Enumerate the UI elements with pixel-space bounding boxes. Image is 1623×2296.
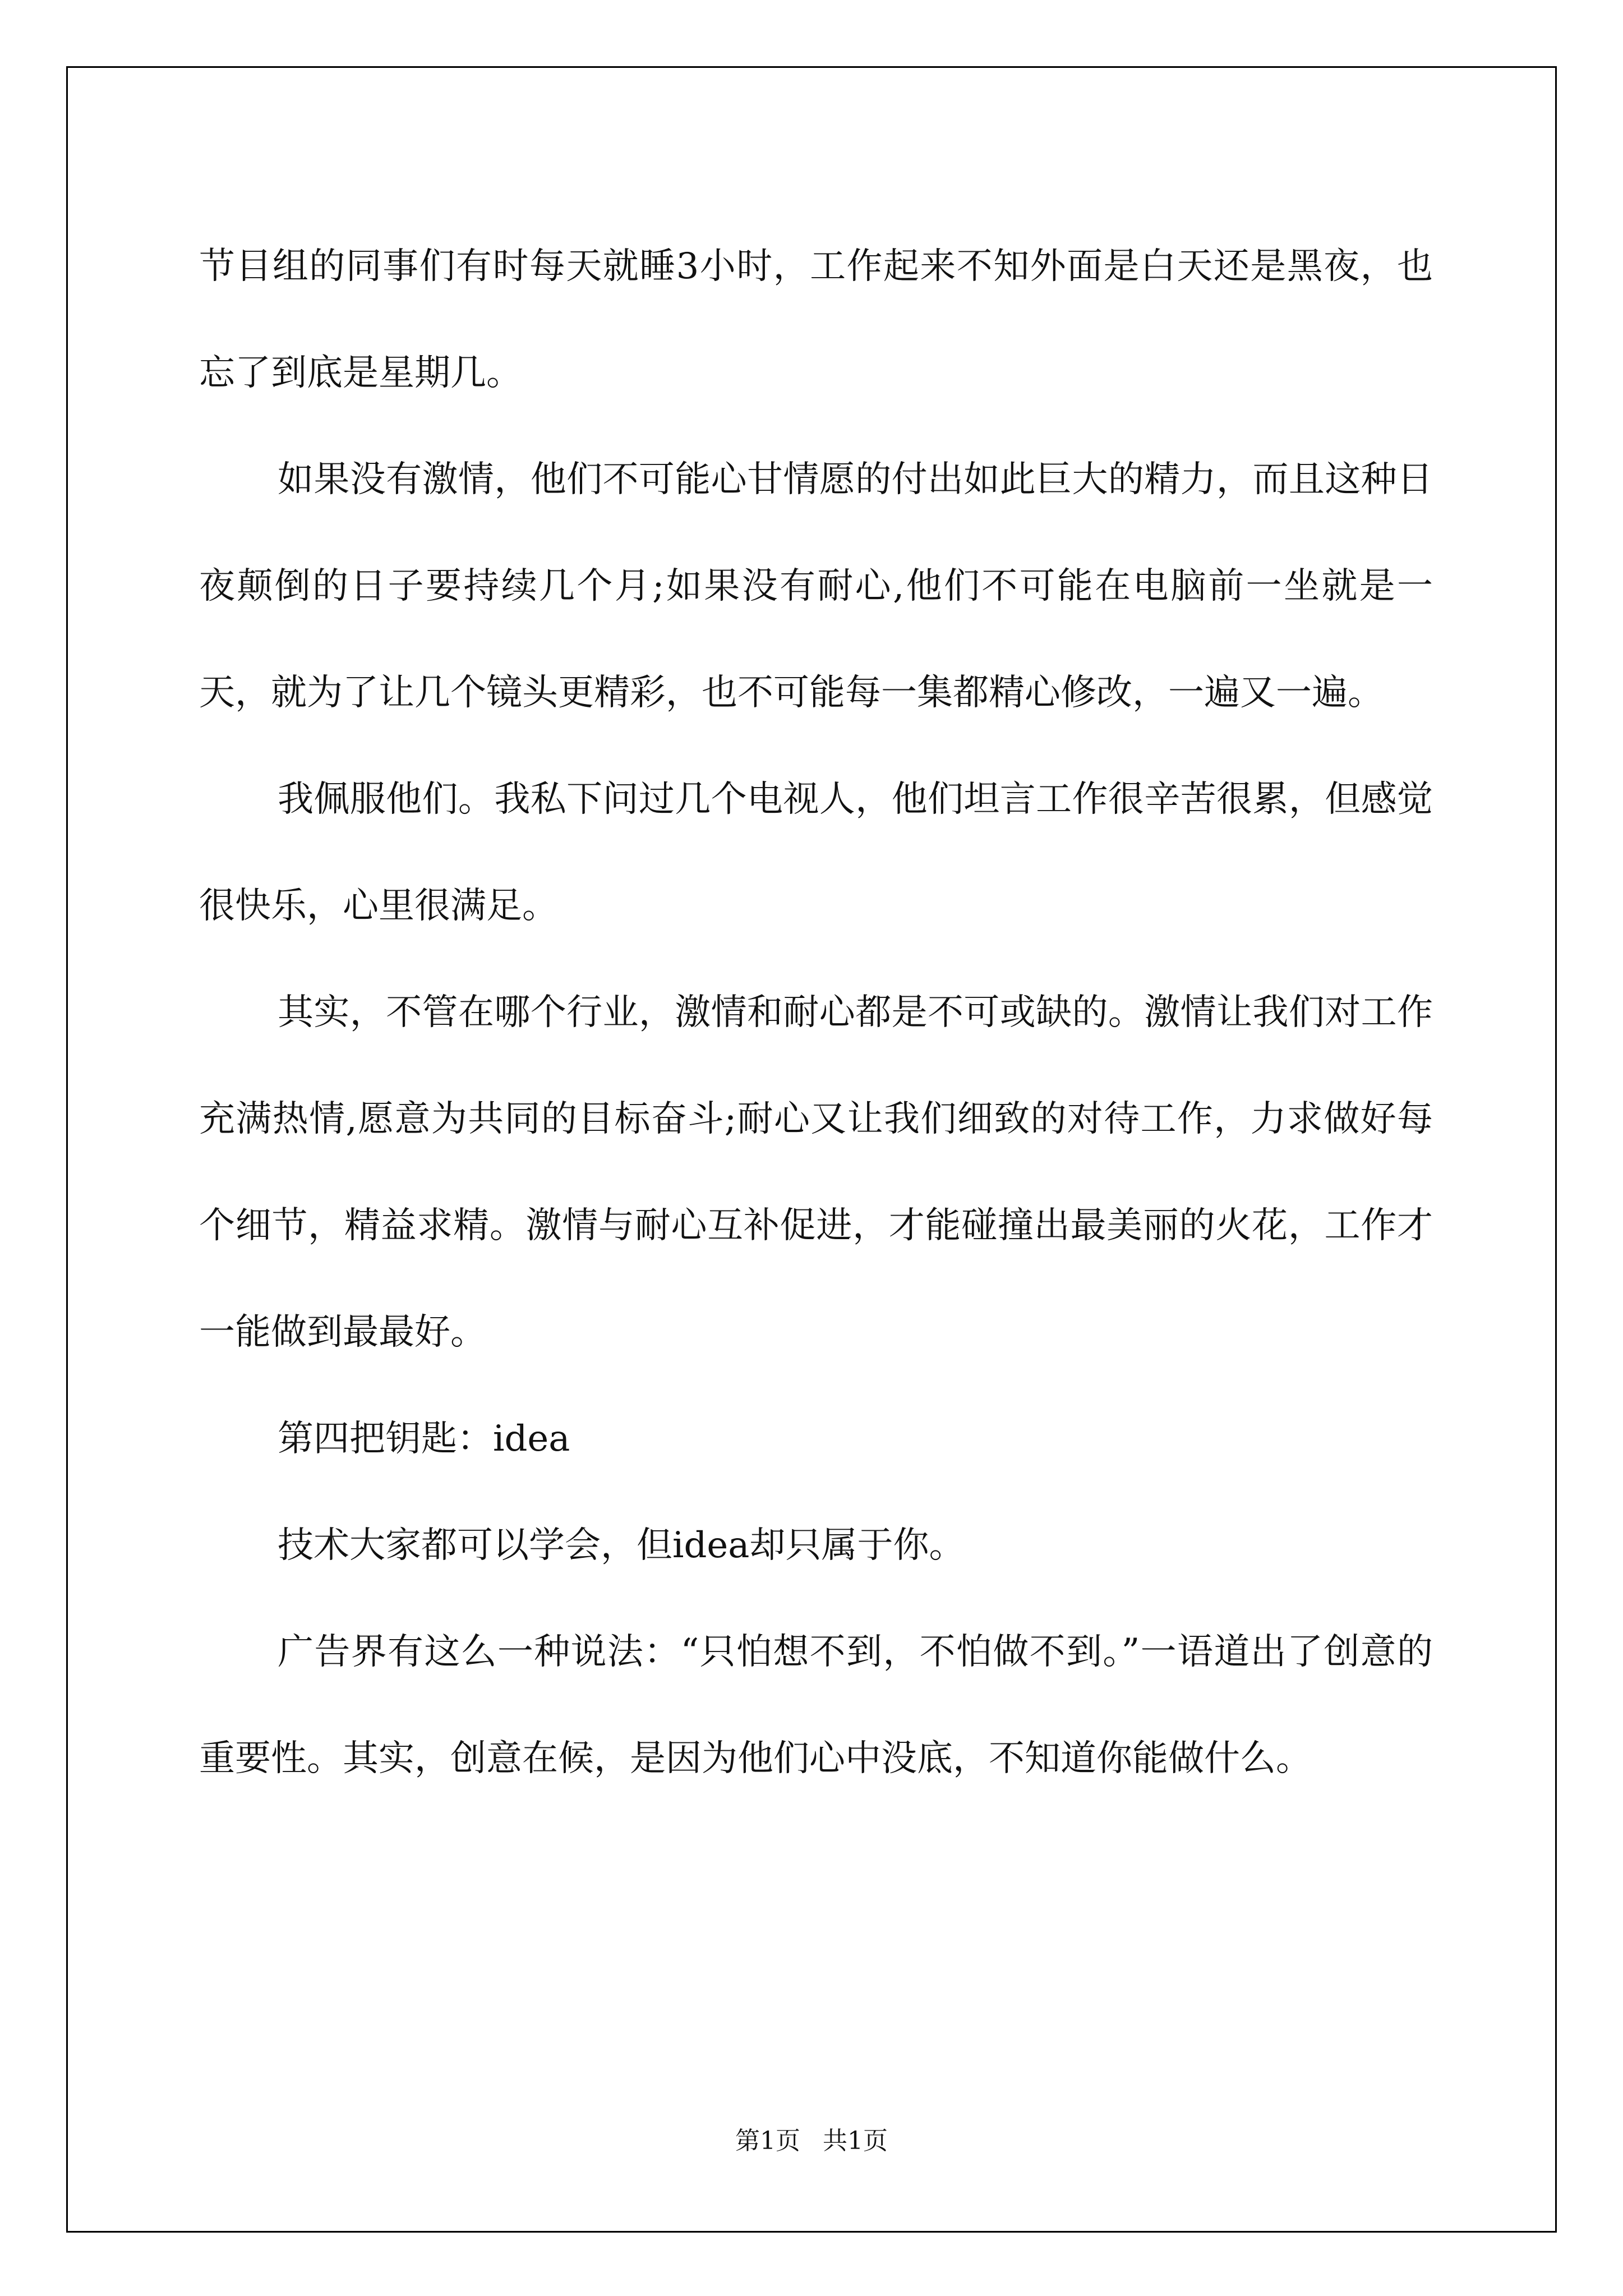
page-total: 共1页 xyxy=(823,2127,888,2155)
paragraph-3: 我佩服他们。我私下问过几个电视人，他们坦言工作很辛苦很累，但感觉很快乐，心里很满足。 xyxy=(199,779,1433,927)
page-footer xyxy=(0,2120,1623,2156)
paragraph-5: 技术大家都可以学会，但idea却只属于你。 xyxy=(278,1525,965,1566)
section-heading: 第四把钥匙：idea xyxy=(278,1418,570,1460)
paragraph-1: 节目组的同事们有时每天就睡3小时，工作起来不知外面是白天还是黑夜，也忘了到底是星期几。 xyxy=(199,246,1433,394)
document-body xyxy=(199,213,1433,1812)
paragraph-2: 如果没有激情，他们不可能心甘情愿的付出如此巨大的精力，而且这种日夜颠倒的日子要持续几个月;如果没有耐心,他们不可能在电脑前一坐就是一天，就为了让几个镜头更精彩，也不可能每一集都精心修改，一遍又一遍。 xyxy=(199,459,1433,714)
page-number: 第1页 xyxy=(735,2127,800,2155)
paragraph-4: 其实，不管在哪个行业，激情和耐心都是不可或缺的。激情让我们对工作充满热情,愿意为共同的目标奋斗;耐心又让我们细致的对待工作，力求做好每个细节，精益求精。激情与耐心互补促进，才能碰撞出最美丽的火花，工作才一能做到最最好。 xyxy=(199,992,1433,1353)
paragraph-6: 广告界有这么一种说法：“只怕想不到，不怕做不到。”一语道出了创意的重要性。其实，创意在候，是因为他们心中没底，不知道你能做什么。 xyxy=(199,1631,1433,1779)
